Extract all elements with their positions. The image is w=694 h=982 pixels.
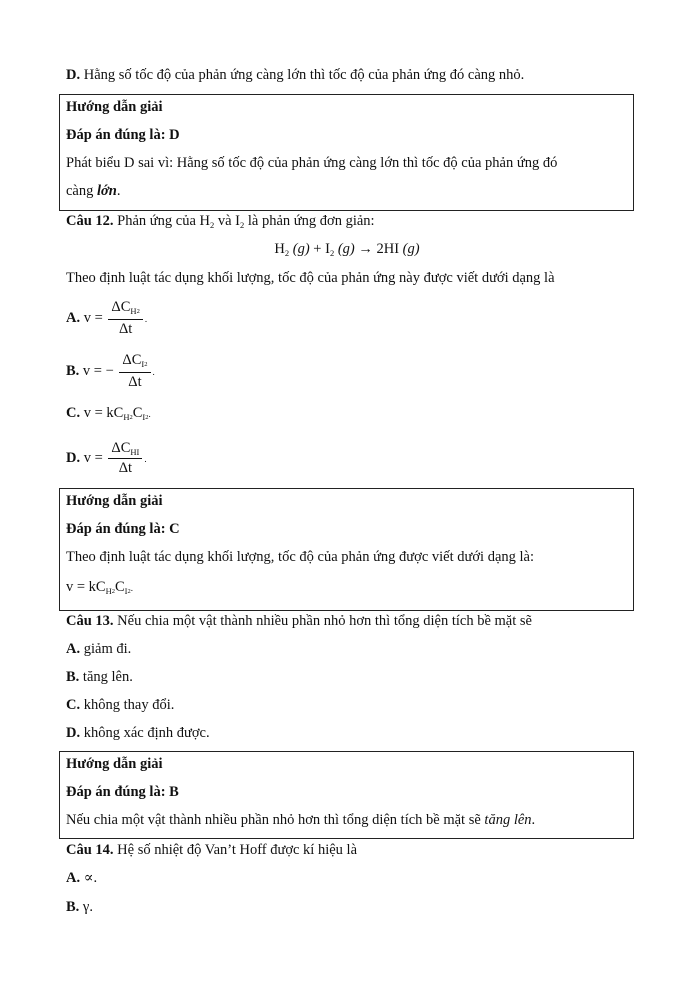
q11-option-d <box>66 66 524 84</box>
question-13: Câu 13. Nếu chia một vật thành nhiều phần nhỏ hơn thì tổng diện tích bề mặt sẽ <box>66 613 532 629</box>
question-12: Câu 12. Phản ứng của $H_2$ và $I_2$ là phản ứng đơn giản: <box>66 213 375 230</box>
solution-text: Nếu chia một vật thành nhiều phần nhỏ hơn thì tổng diện tích bề mặt sẽ tăng lên. <box>66 812 536 828</box>
solution-title: Hướng dẫn giải <box>66 99 163 115</box>
question-14: Câu 14. Hệ số nhiệt độ Van’t Hoff được kí hiệu là <box>66 842 358 858</box>
solution-answer: Đáp án đúng là: C <box>66 521 180 537</box>
solution-text: Phát biểu D sai vì: Hằng số tốc độ của phản ứng càng lớn thì tốc độ của phản ứng đó <box>66 155 558 171</box>
fraction: $\frac{\Delta C_I2}{\Delta t}$ <box>119 352 150 391</box>
fraction: $\frac{\Delta C_{HI}}{\Delta t}$ <box>108 440 142 477</box>
fraction: $\frac{\Delta C_H2}{\Delta t}$ <box>108 299 142 338</box>
q12-option-a: A. v = $\frac{\Delta C_H2}{\Delta t}$ . <box>66 299 148 337</box>
solution-formula: $v = kC_H2C_I2$. <box>66 579 134 596</box>
q14-option-b: B. γ. <box>66 899 93 915</box>
question-12-stem: Theo định luật tác dụng khối lượng, tốc độ của phản ứng này được viết dưới dạng là <box>66 270 555 286</box>
q12-option-c: C. $v = kC_H2C_I2$. <box>66 405 151 422</box>
q13-option-b: B. tăng lên. <box>66 669 133 685</box>
solution-text-continued: càng lớn. <box>66 183 121 199</box>
solution-title: Hướng dẫn giải <box>66 756 163 772</box>
q13-option-c: C. không thay đổi. <box>66 697 175 713</box>
q12-option-b: B. v = − $\frac{\Delta C_I2}{\Delta t}$ . <box>66 352 155 390</box>
q13-option-d: D. không xác định được. <box>66 725 210 741</box>
q14-option-a: A. ∝. <box>66 870 98 886</box>
q12-option-d: D. v = $\frac{\Delta C_{HI}}{\Delta t}$ . <box>66 440 147 477</box>
option-text: Hằng số tốc độ của phản ứng càng lớn thì tốc độ của phản ứng đó càng nhỏ. <box>80 67 525 83</box>
solution-answer: Đáp án đúng là: D <box>66 127 180 143</box>
option-label: D. <box>66 67 81 83</box>
q13-option-a: A. giảm đi. <box>66 641 132 657</box>
reaction-equation: $H_2$ $(g) + I_2$ (g) → 2HI (g) <box>274 241 420 258</box>
solution-text: Theo định luật tác dụng khối lượng, tốc độ của phản ứng được viết dưới dạng là: <box>66 549 534 565</box>
solution-title: Hướng dẫn giải <box>66 493 163 509</box>
solution-answer: Đáp án đúng là: B <box>66 784 179 800</box>
